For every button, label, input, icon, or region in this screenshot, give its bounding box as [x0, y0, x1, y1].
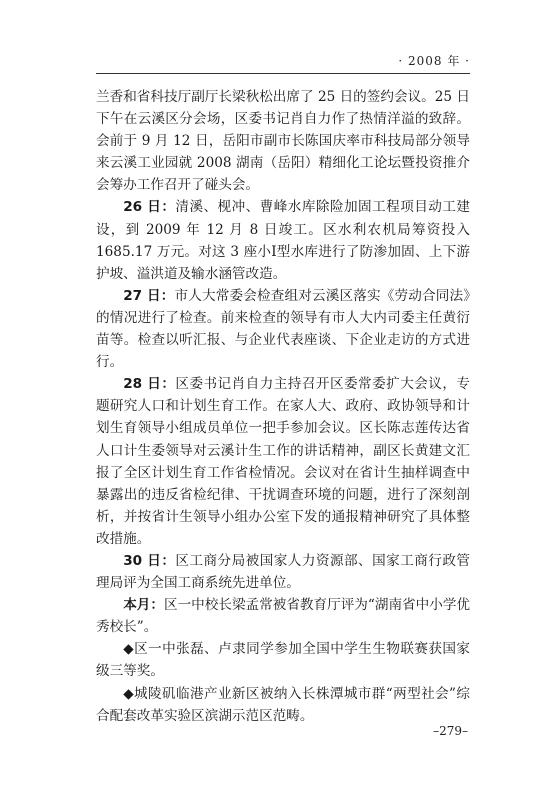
date-label: 27 日：: [123, 287, 175, 304]
entry-text: ◆城陵矶临港产业新区被纳入长株潭城市群“两型社会”综合配套改革实验区滨湖示范区范畴。: [96, 685, 470, 724]
entry-text: 区一中校长梁孟常被省教育厅评为“湖南省中小学优秀校长”。: [96, 597, 471, 636]
running-header: · 2008 年 ·: [398, 54, 470, 68]
paragraph-text: 兰香和省科技厅副厅长梁秋松出席了 25 日的签约会议。25 日下午在云溪区分会场，区委书记肖自力作了热情洋溢的致辞。会前于 9 月 12 日，岳阳市副市长陈国庆率市科技局部分领导来云溪工业园就 2008 湖南（岳阳）精细化工论坛暨投资推介会筹办工作召开了碰头会。: [96, 89, 470, 194]
page-number: –279–: [433, 724, 468, 738]
date-label: 26 日：: [123, 199, 176, 216]
header-rule: [96, 73, 470, 74]
entry-bullet-1: [96, 638, 470, 682]
entry-28: [96, 373, 470, 550]
date-label: 30 日：: [123, 552, 176, 569]
entry-26: [96, 196, 470, 284]
entry-month: [96, 594, 470, 638]
entry-27: [96, 285, 470, 373]
paragraph-continued: [96, 86, 470, 196]
entry-30: [96, 550, 470, 594]
entry-text: 清溪、枧冲、曹峰水库除险加固工程项目动工建设，到 2009 年 12 月 8 日竣工。区水利农机局筹资投入 1685.17 万元。对这 3 座小Ⅰ型水库进行了防渗加固、上下游护坡、溢洪道及输水涵管改造。: [96, 199, 471, 282]
date-label: 28 日：: [123, 376, 176, 393]
page-body: [96, 86, 470, 727]
entry-bullet-2: [96, 683, 470, 727]
date-label: 本月：: [123, 597, 164, 614]
entry-text: 市人大常委会检查组对云溪区落实《劳动合同法》的情况进行了检查。前来检查的领导有市人大内司委主任黄衍苗等。检查以听汇报、与企业代表座谈、下企业走访的方式进行。: [96, 287, 471, 371]
entry-text: 区委书记肖自力主持召开区委常委扩大会议，专题研究人口和计划生育工作。在家人大、政府、政协领导和计划生育领导小组成员单位一把手参加会议。区长陈志莲传达省人口计生委领导对云溪计生工作的讲话精神，副区长黄建文汇报了全区计划生育工作省检情况。会议对在省计生抽样调查中暴露出的违反省检纪律、干扰调查环境的问题，进行了深刻剖析，并按省计生领导小组办公室下发的通报精神研究了具体整改措施。: [96, 376, 471, 547]
entry-text: 区工商分局被国家人力资源部、国家工商行政管理局评为全国工商系统先进单位。: [96, 552, 471, 592]
entry-text: ◆区一中张磊、卢隶同学参加全国中学生生物联赛获国家级三等奖。: [96, 641, 470, 680]
